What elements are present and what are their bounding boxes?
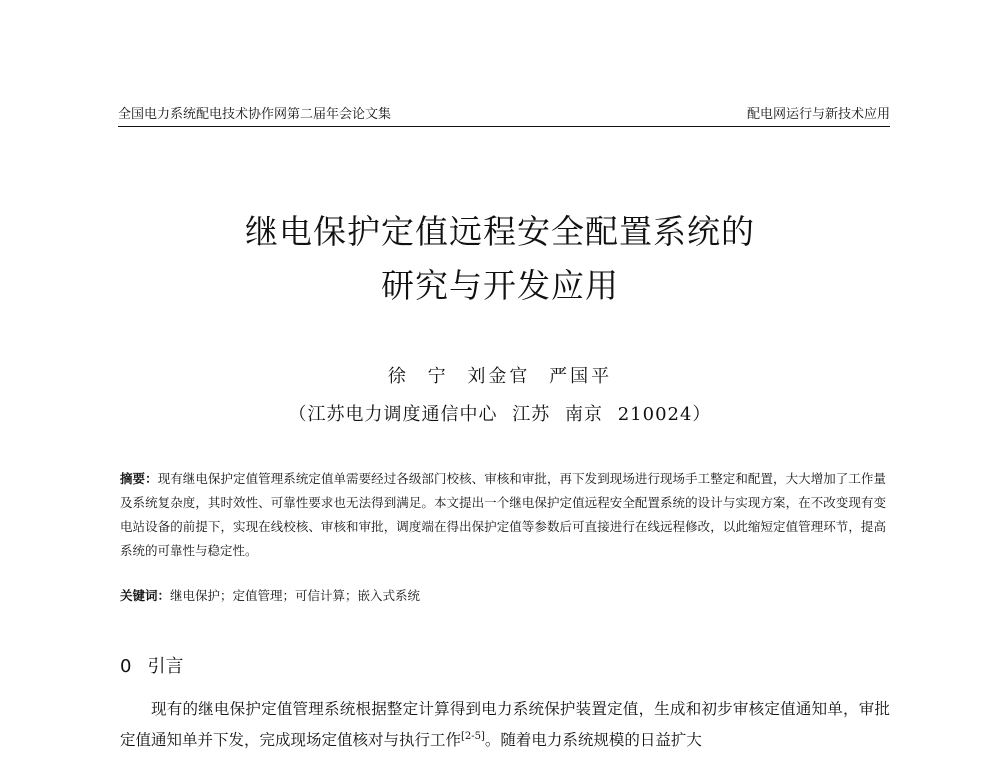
paper-title [0,205,1000,313]
body-paragraph [120,695,890,754]
body-text: 现有的继电保护定值管理系统根据整定计算得到电力系统保护装置定值，生成和初步审核定值通知单，审批定值通知单并下发，完成现场定值核对与执行工作 [120,700,890,750]
authors: 徐 宁 刘金官 严国平 [387,366,613,387]
header-right: 配电网运行与新技术应用 [746,107,890,122]
section-number: 0 [120,656,132,677]
citation: [2-5] [461,731,485,742]
header-left: 全国电力系统配电技术协作网第二届年会论文集 [118,107,392,122]
section-title: 引言 [147,656,184,677]
abstract-text: 现有继电保护定值管理系统定值单需要经过各级部门校核、审核和审批，再下发到现场进行现场手工整定和配置，大大增加了工作量及系统复杂度，其时效性、可靠性要求也无法得到满足。本文提出一个继电保护定值远程安全配置系统的设计与实现方案，在不改变现有变电站设备的前提下，实现在线校核、审核和审批，调度端在得出保护定值等参数后可直接进行在线远程修改，以此缩短定值管理环节，提高系统的可靠性与稳定性。 [120,471,886,558]
abstract [120,467,886,563]
running-header [118,103,890,127]
affiliation: （江苏电力调度通信中心 江苏 南京 210024） [288,404,712,425]
abstract-label: 摘要： [120,471,158,486]
keywords-text: 继电保护；定值管理；可信计算；嵌入式系统 [170,588,421,603]
keywords-label: 关键词： [120,588,171,603]
body-text-2: 。随着电力系统规模的日益扩大 [484,731,702,750]
title-line-1: 继电保护定值远程安全配置系统的 [245,212,755,251]
title-line-2: 研究与开发应用 [381,266,619,305]
keywords [120,584,886,608]
section-heading [120,652,183,678]
